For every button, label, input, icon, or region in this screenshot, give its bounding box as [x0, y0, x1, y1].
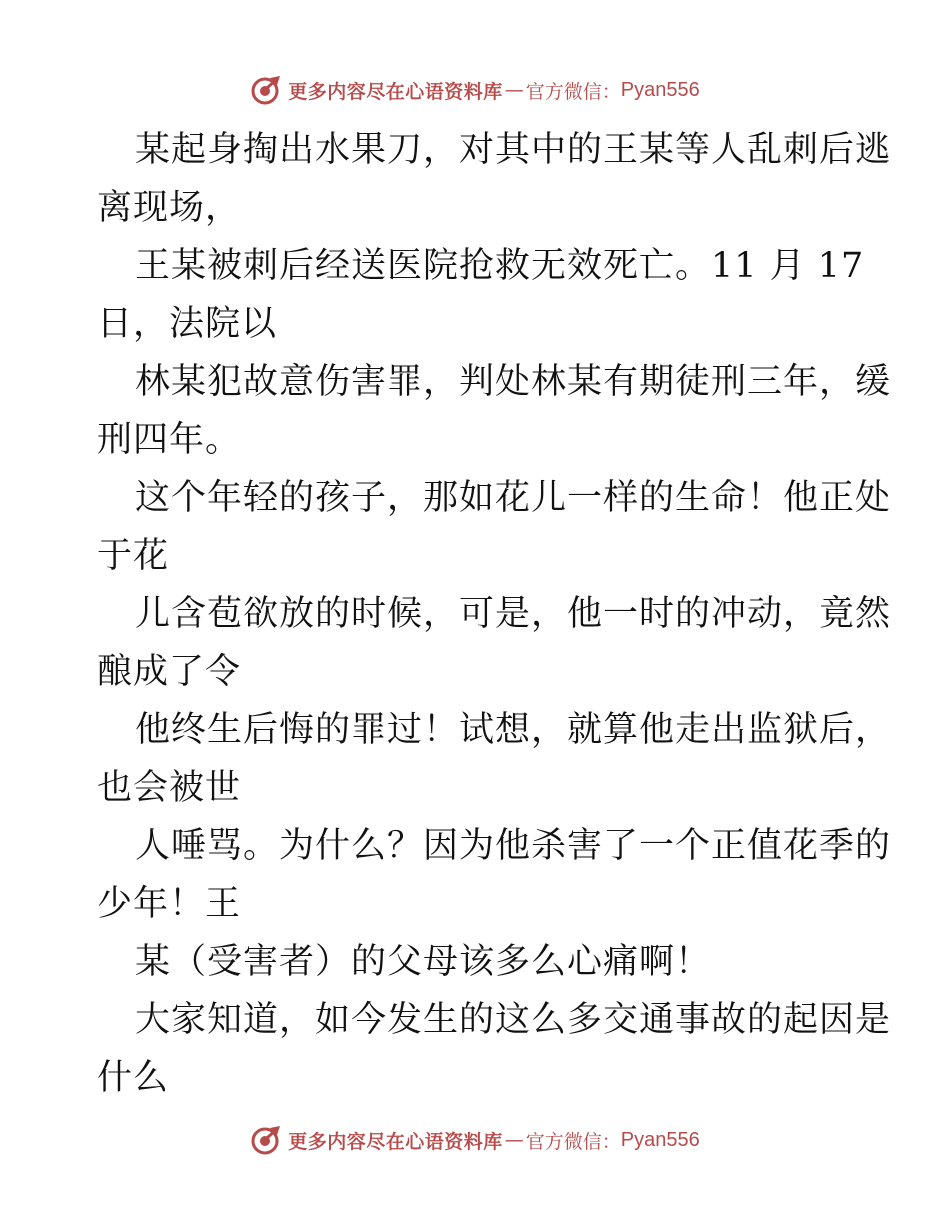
text-line: 人唾骂。为什么？因为他杀害了一个正值花季的 [135, 826, 892, 866]
text-line: 什么 [97, 1058, 170, 1098]
header-watermark [0, 70, 950, 110]
text-line: 少年！王 [97, 884, 242, 924]
text-line: 林某犯故意伤害罪，判处林某有期徒刑三年，缓 [135, 362, 892, 402]
text-line: 酿成了令 [97, 652, 242, 692]
text-line: 日，法院以 [97, 304, 278, 344]
text-line: 刑四年。 [97, 420, 242, 460]
text-line: 儿含苞欲放的时候，可是，他一时的冲动，竟然 [135, 594, 892, 634]
text-line: 他终生后悔的罪过！试想，就算他走出监狱后， [135, 710, 892, 750]
watermark-separator: — [504, 79, 524, 101]
text-line: 于花 [97, 536, 170, 576]
text-line: 某（受害者）的父母该多么心痛啊！ [135, 942, 712, 982]
text-line: 这个年轻的孩子，那如花儿一样的生命！他正处 [135, 478, 892, 518]
watermark-wechat-id: Pyan556 [620, 1128, 700, 1151]
text-line: 王某被刺后经送医院抢救无效死亡。11 月 17 [135, 246, 865, 286]
watermark-separator: — [504, 1129, 524, 1151]
watermark-wechat-id: Pyan556 [620, 78, 700, 101]
text-line: 离现场， [97, 188, 242, 228]
text-line: 某起身掏出水果刀，对其中的王某等人乱刺后逃 [135, 130, 892, 170]
pen-logo-icon [250, 74, 282, 106]
text-line: 大家知道，如今发生的这么多交通事故的起因是 [135, 1000, 892, 1040]
watermark-brand-text: 更多内容尽在心语资料库 [288, 1130, 503, 1153]
text-line: 也会被世 [97, 768, 242, 808]
footer-watermark [0, 1120, 950, 1160]
document-body [97, 121, 892, 1107]
pen-logo-icon [250, 1124, 282, 1156]
watermark-wechat-label: 官方微信： [525, 80, 621, 103]
watermark-brand-text: 更多内容尽在心语资料库 [288, 80, 503, 103]
watermark-wechat-label: 官方微信： [525, 1130, 621, 1153]
